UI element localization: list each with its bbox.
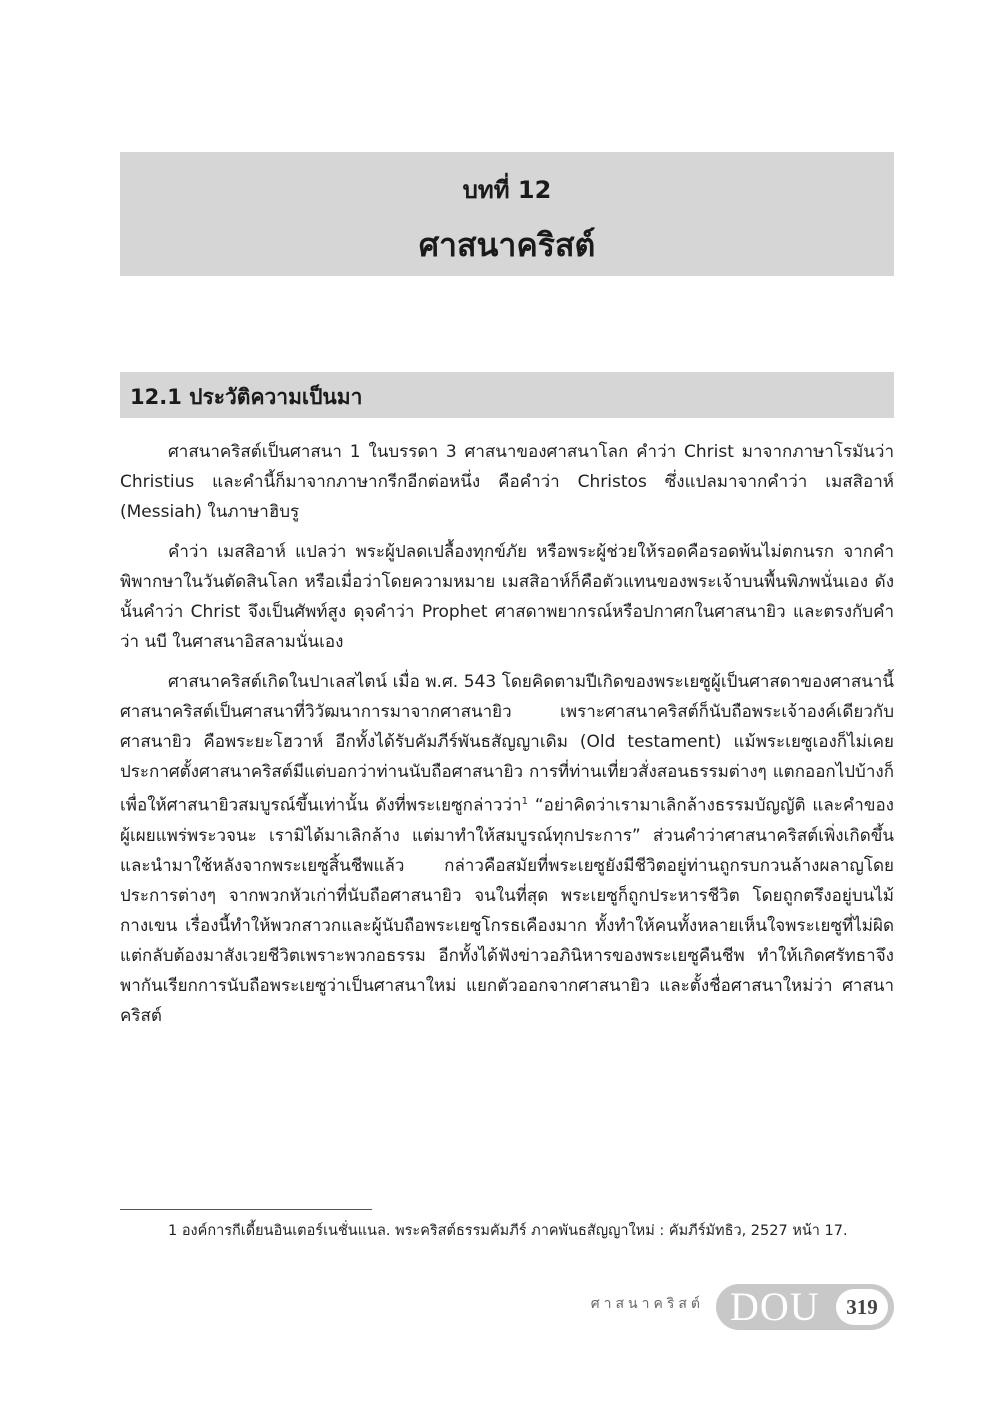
footnote-reference[interactable]: 1 xyxy=(521,796,528,807)
body-text xyxy=(120,437,894,1041)
footnote-divider xyxy=(120,1209,372,1210)
paragraph-3-part-2: “อย่าคิดว่าเรามาเลิกล้างธรรมบัญญัติ และคำของผู้เผยแพร่พระวจนะ เรามิได้มาเลิกล้าง แต่มาทำให้สมบูรณ์ทุกประการ” ส่วนคำว่าศาสนาคริสต์เพิ่งเกิดขึ้นและนำมาใช้หลังจากพระเยซูสิ้นชีพแล้ว กล่าวคือสมัยที่พระเยซูยังมีชีวิตอยู่ท่านถูกรบกวนล้างผลาญโดยประการต่างๆ จากพวกหัวเก่าที่นับถือศาสนายิว จนในที่สุด พระเยซูก็ถูกประหารชีวิต โดยถูกตรึงอยู่บนไม้กางเขน เรื่องนี้ทำให้พวกสาวกและผู้นับถือพระเยซูโกรธเคืองมาก ทั้งทำให้คนทั้งหลายเห็นใจพระเยซูที่ไม่ผิดแต่กลับต้องมาสังเวยชีวิตเพราะพวกอธรรม อีกทั้งได้ฟังข่าวอภินิหารของพระเยซูคืนชีพ ทำให้เกิดศรัทธาจึงพากันเรียกการนับถือพระเยซูว่าเป็นศาสนาใหม่ แยกตัวออกจากศาสนายิว และตั้งชื่อศาสนาใหม่ว่า ศาสนาคริสต์ xyxy=(120,795,894,1026)
page-number: 319 xyxy=(836,1289,888,1325)
chapter-title: ศาสนาคริสต์ xyxy=(418,226,596,264)
running-footer-label: ศาสนาคริสต์ xyxy=(590,1296,704,1312)
section-header xyxy=(120,372,894,418)
paragraph-2: คำว่า เมสสิอาห์ แปลว่า พระผู้ปลดเปลื้องทุกข์ภัย หรือพระผู้ช่วยให้รอดคือรอดพ้นไม่ตกนรก จากคำพิพากษาในวันตัดสินโลก หรือเมื่อว่าโดยความหมาย เมสสิอาห์ก็คือตัวแทนของพระเจ้าบนพื้นพิภพนั่นเอง ดังนั้นคำว่า Christ จึงเป็นศัพท์สูง ดุจคำว่า Prophet ศาสดาพยากรณ์หรือปกาศกในศาสนายิว และตรงกับคำว่า นบี ในศาสนาอิสลามนั่นเอง xyxy=(120,542,894,652)
chapter-header xyxy=(120,152,894,276)
paragraph-1: ศาสนาคริสต์เป็นศาสนา 1 ในบรรดา 3 ศาสนาของศาสนาโลก คำว่า Christ มาจากภาษาโรมันว่า Christius และคำนี้ก็มาจากภาษากรีกอีกต่อหนึ่ง คือคำว่า Christos ซึ่งแปลมาจากคำว่า เมสสิอาห์ (Messiah) ในภาษาฮิบรู xyxy=(120,442,894,522)
paragraph-3-part-1: ศาสนาคริสต์เกิดในปาเลสไตน์ เมื่อ พ.ศ. 543 โดยคิดตามปีเกิดของพระเยซูผู้เป็นศาสดาของศาสนานี้ ศาสนาคริสต์เป็นศาสนาที่วิวัฒนาการมาจากศาสนายิว เพราะศาสนาคริสต์ก็นับถือพระเจ้าองค์เดียวกับศาสนายิว คือพระยะโฮวาห์ อีกทั้งได้รับคัมภีร์พันธสัญญาเดิม (Old testament) แม้พระเยซูเองก็ไม่เคยประกาศตั้งศาสนาคริสต์มีแต่บอกว่าท่านนับถือศาสนายิว การที่ท่านเที่ยวสั่งสอนธรรมต่างๆ แตกออกไปบ้างก็เพื่อให้ศาสนายิวสมบูรณ์ขึ้นเท่านั้น ดังที่พระเยซูกล่าวว่า xyxy=(120,672,894,816)
footnote: 1 องค์การกีเดี้ยนอินเตอร์เนชั่นแนล. พระคริสต์ธรรมคัมภีร์ ภาคพันธสัญญาใหม่ : คัมภีร์มัทธิว, 2527 หน้า 17. xyxy=(168,1223,848,1239)
section-title: 12.1 ประวัติความเป็นมา xyxy=(130,385,363,409)
dou-logo: DOU xyxy=(730,1284,820,1329)
chapter-number: บทที่ 12 xyxy=(462,176,552,204)
paragraph-3 xyxy=(120,667,894,1031)
page-badge xyxy=(716,1284,894,1330)
